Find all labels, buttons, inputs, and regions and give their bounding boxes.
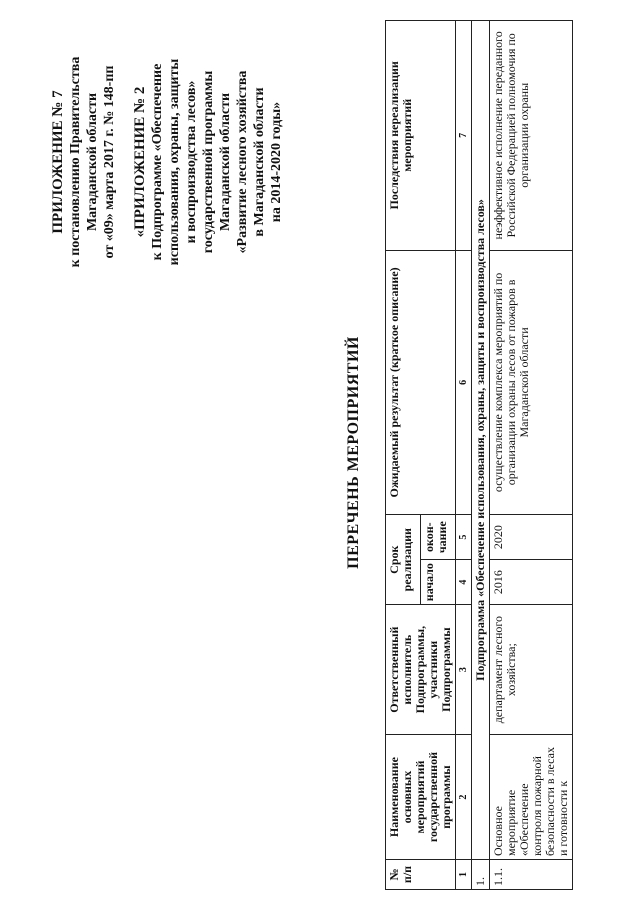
column-number: 7: [456, 21, 472, 251]
measure-name: Основное мероприятие «Обеспечение контроля пожарной безопасности в лесах и готовности к: [490, 735, 573, 860]
decree-line: к постановлению Правительства: [68, 56, 83, 268]
subprogram-line: в Магаданской области: [252, 87, 267, 237]
appendix-2-label: «ПРИЛОЖЕНИЕ № 2: [132, 86, 148, 238]
subprogram-line: «Развитие лесного хозяйства: [235, 70, 250, 254]
document-title: ПЕРЕЧЕНЬ МЕРОПРИЯТИЙ: [345, 336, 362, 569]
decree-line: от «09» марта 2017 г. № 148-пп: [102, 65, 117, 259]
subprogram-line: Магаданской области: [218, 92, 233, 232]
decree-line: Магаданской области: [85, 92, 100, 232]
column-number: 6: [456, 250, 472, 515]
col-header-end: окон-чание: [421, 515, 456, 560]
col-header-term: Срок реализации: [386, 515, 421, 605]
column-number: 1: [456, 860, 472, 890]
col-header-result: Ожидаемый результат (краткое описание): [386, 250, 456, 515]
column-number: 5: [456, 515, 472, 560]
col-header-name: Наименование основных мероприятий государственной программы: [386, 735, 456, 860]
col-header-consequences: Последствия нереализации мероприятий: [386, 21, 456, 251]
subprogram-line: на 2014-2020 годы»: [269, 101, 284, 223]
subprogram-line: использования, охраны, защиты: [167, 58, 182, 266]
measure-executor: департамент лесного хозяйства;: [490, 605, 573, 735]
column-number-row: [456, 21, 472, 890]
column-number: 4: [456, 560, 472, 605]
row-number: 1.1.: [490, 860, 573, 890]
document-header: [50, 7, 285, 317]
column-number: 3: [456, 605, 472, 735]
section-row: [472, 21, 490, 890]
table-row: [490, 21, 573, 890]
col-header-executor: Ответственный исполнитель Подпрограммы, участники Подпрограммы: [386, 605, 456, 735]
subprogram-line: к Подпрограмме «Обеспечение: [150, 63, 165, 261]
col-header-start: начало: [421, 560, 456, 605]
section-number: 1.: [472, 860, 490, 890]
header-row: [386, 21, 421, 890]
appendix-7-label: ПРИЛОЖЕНИЕ № 7: [50, 90, 66, 234]
section-title: Подпрограмма «Обеспечение использования, охраны, защиты и воспроизводства лесов»: [472, 21, 490, 860]
measure-start: 2016: [490, 560, 573, 605]
column-number: 2: [456, 735, 472, 860]
subprogram-line: и воспроизводства лесов»: [184, 80, 199, 244]
measures-table: [385, 20, 573, 890]
subprogram-line: государственной программы: [201, 70, 216, 254]
measure-consequences: неэффективное исполнение переданного Российской Федерацией полномочия по организации охраны: [490, 21, 573, 251]
col-header-num: № п/п: [386, 860, 456, 890]
measure-end: 2020: [490, 515, 573, 560]
measure-result: осуществление комплекса мероприятий по организации охраны лесов от пожаров в Магаданской области: [490, 250, 573, 515]
